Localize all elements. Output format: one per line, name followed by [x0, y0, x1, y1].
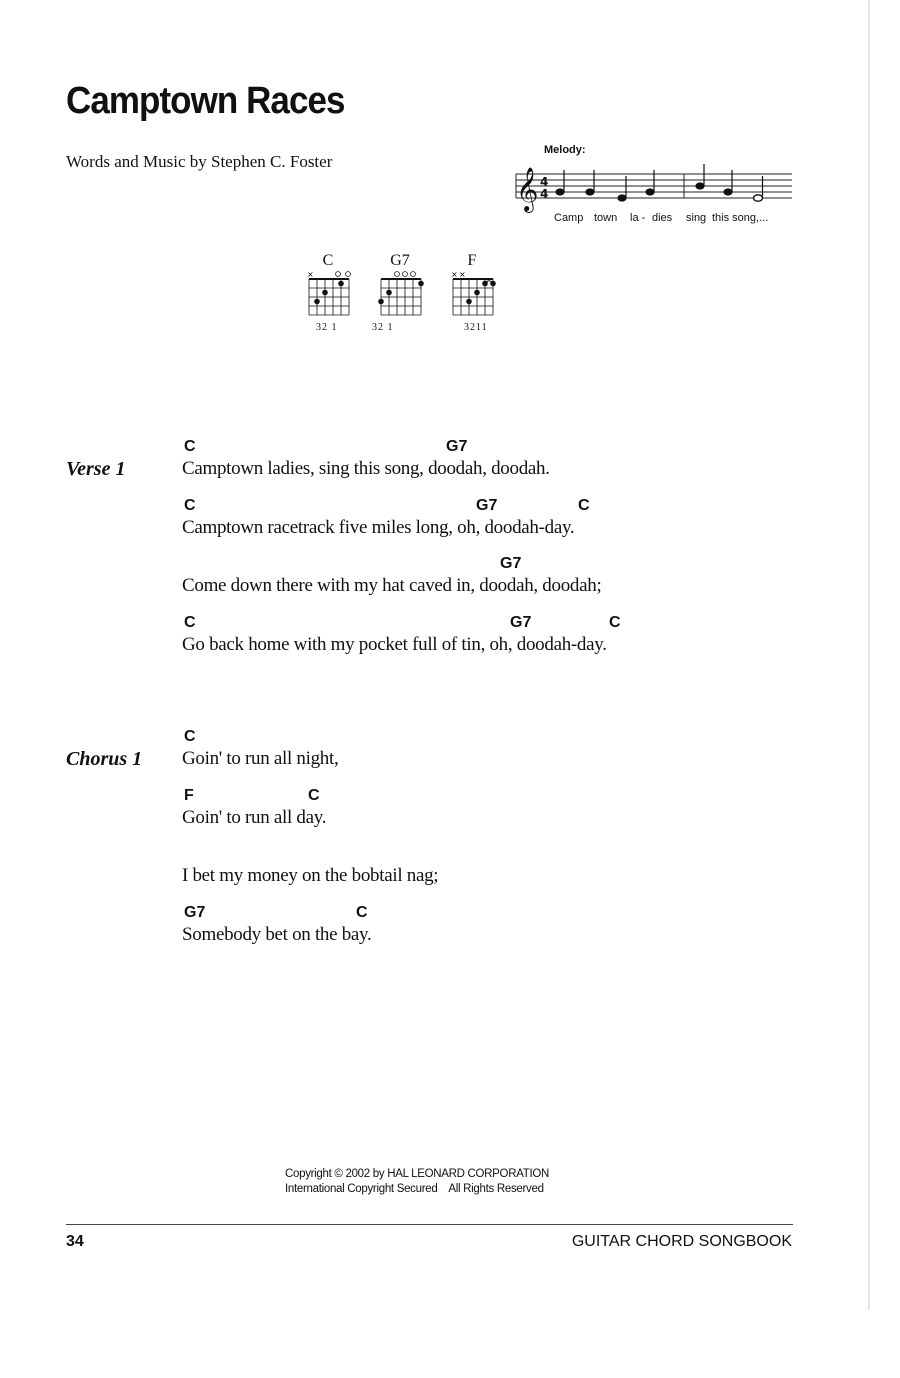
melody-lyric: sing: [686, 212, 707, 224]
lyric-text: Goin' to run all night,: [182, 748, 339, 769]
melody-note: [586, 189, 594, 195]
chord-symbol: C: [184, 614, 196, 631]
chord-grid: [442, 268, 502, 320]
page-number: 34: [66, 1233, 84, 1250]
chord-diagram-name: F: [467, 252, 477, 269]
chord-diagram-f: [442, 250, 502, 340]
melody-lyric: dies: [652, 212, 673, 224]
melody-note: [556, 189, 564, 195]
lyric-text: Camptown ladies, sing this song, doodah, doodah.: [182, 458, 550, 479]
page-edge-shadow: [868, 0, 870, 1310]
chord-symbol: C: [308, 787, 320, 804]
lyric-text: Go back home with my pocket full of tin, oh, doodah-day.: [182, 634, 607, 655]
melody-note: [724, 189, 732, 195]
chord-symbol: C: [184, 728, 196, 745]
chord-diagram-name: C: [322, 252, 334, 269]
song-title: Camptown Races: [66, 80, 345, 122]
chord-diagrams: [290, 250, 520, 340]
chord-symbol: G7: [510, 614, 532, 631]
lyric-text: Camptown racetrack five miles long, oh, doodah-day.: [182, 517, 575, 538]
melody-label: Melody:: [544, 144, 586, 156]
chord-symbol: C: [609, 614, 621, 631]
chord-diagram-c: [298, 250, 358, 340]
melody-note: [646, 189, 654, 195]
melody-lyric: la -: [630, 212, 646, 224]
chord-symbol: C: [578, 497, 590, 514]
chord-symbol: F: [184, 787, 194, 804]
time-signature: 4: [540, 187, 549, 201]
chord-grid: [298, 268, 358, 320]
section-label-chorus-1: Chorus 1: [66, 748, 143, 770]
chord-symbol: G7: [446, 438, 468, 455]
melody-note: [696, 183, 704, 189]
melody-note: [618, 195, 626, 201]
chord-grid: [370, 268, 430, 320]
book-title: GUITAR CHORD SONGBOOK: [571, 1233, 792, 1250]
chord-symbol: C: [184, 438, 196, 455]
chord-symbol: C: [356, 904, 368, 921]
chord-symbol: C: [184, 497, 196, 514]
lyric-text: I bet my money on the bobtail nag;: [182, 865, 439, 886]
melody-snippet: [510, 140, 800, 230]
chord-symbol: G7: [476, 497, 498, 514]
copyright-line: Copyright © 2002 by HAL LEONARD CORPORATION: [285, 1168, 549, 1180]
svg-text:×: ×: [459, 270, 466, 279]
chord-diagram-g7: [370, 250, 430, 340]
lyric-text: Goin' to run all day.: [182, 807, 327, 828]
section-label-verse-1: Verse 1: [66, 458, 126, 480]
melody-lyric: this song,...: [712, 212, 769, 224]
chord-symbol: G7: [184, 904, 206, 921]
melody-lyric: Camp: [554, 212, 584, 224]
chord-diagram-fingering: 32 1: [372, 322, 394, 333]
chord-diagram-fingering: 3211: [464, 322, 488, 333]
footer-rule: [66, 1224, 793, 1225]
svg-text:×: ×: [307, 270, 314, 279]
copyright-line: International Copyright Secured All Rights Reserved: [285, 1183, 544, 1195]
time-signature: 4: [540, 175, 549, 189]
copyright-notice: [285, 1167, 549, 1197]
melody-lyric: town: [594, 212, 618, 224]
lyric-text: Somebody bet on the bay.: [182, 924, 372, 945]
svg-text:×: ×: [451, 270, 458, 279]
melody-half-note: [754, 195, 763, 201]
chord-diagram-name: G7: [390, 252, 410, 269]
song-credits: Words and Music by Stephen C. Foster: [66, 152, 333, 171]
treble-clef-icon: 𝄞: [516, 167, 539, 211]
chord-diagram-fingering: 32 1: [316, 322, 338, 333]
lyric-text: Come down there with my hat caved in, doodah, doodah;: [182, 575, 602, 596]
chord-symbol: G7: [500, 555, 522, 572]
